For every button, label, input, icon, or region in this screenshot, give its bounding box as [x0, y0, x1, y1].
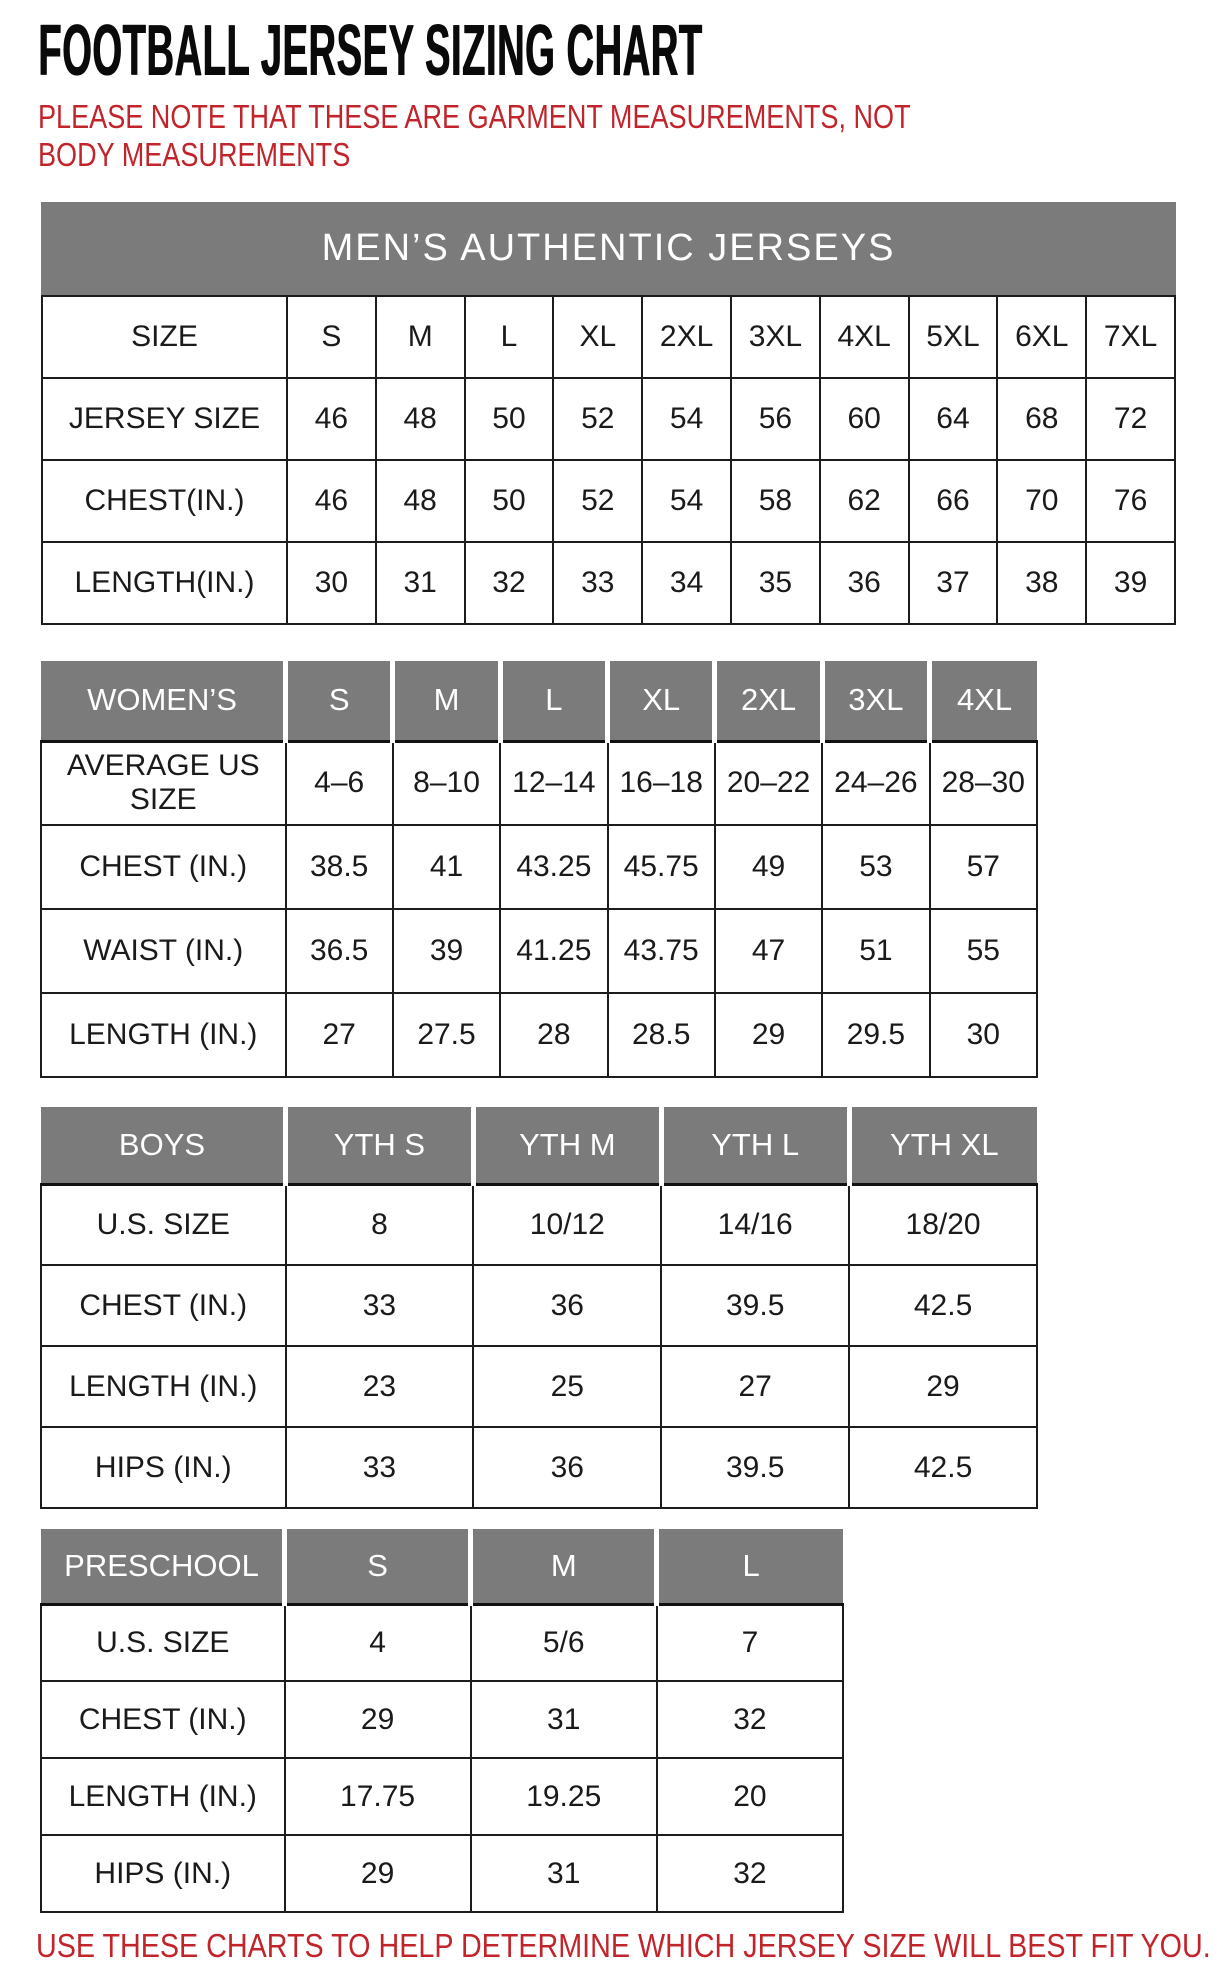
mens-value-cell: 3XL [731, 296, 820, 378]
mens-value-cell: 70 [997, 460, 1086, 542]
womens-table-row [41, 741, 1037, 825]
preschool-value-cell: 19.25 [471, 1758, 657, 1835]
preschool-table-row [41, 1681, 843, 1758]
womens-size-column-header: L [500, 661, 607, 741]
preschool-row-label: U.S. SIZE [41, 1604, 285, 1681]
garment-measurements-note-text: PLEASE NOTE THAT THESE ARE GARMENT MEASUREMENTS, NOT BODY MEASUREMENTS [38, 98, 911, 173]
mens-value-cell: 48 [376, 460, 465, 542]
boys-value-cell: 27 [661, 1346, 849, 1427]
page-title-text: FOOTBALL JERSEY SIZING CHART [38, 11, 703, 91]
mens-value-cell: 39 [1086, 542, 1175, 624]
womens-value-cell: 30 [930, 993, 1037, 1077]
mens-value-cell: 54 [642, 378, 731, 460]
mens-value-cell: 38 [997, 542, 1086, 624]
preschool-size-grid [40, 1529, 844, 1913]
footer-note-text: USE THESE CHARTS TO HELP DETERMINE WHICH JERSEY SIZE WILL BEST FIT YOU. [36, 1927, 1211, 1964]
mens-value-cell: 76 [1086, 460, 1175, 542]
mens-value-cell: 36 [820, 542, 909, 624]
boys-size-column-header: YTH L [661, 1107, 849, 1184]
womens-value-cell: 57 [930, 825, 1037, 909]
preschool-row-label: HIPS (IN.) [41, 1835, 285, 1912]
preschool-size-column-header: M [471, 1529, 657, 1604]
boys-row-label: HIPS (IN.) [41, 1427, 286, 1508]
mens-value-cell: 56 [731, 378, 820, 460]
mens-value-cell: 35 [731, 542, 820, 624]
womens-value-cell: 53 [822, 825, 929, 909]
garment-measurements-note [38, 98, 1178, 174]
mens-value-cell: 32 [465, 542, 554, 624]
mens-value-cell: 52 [553, 460, 642, 542]
womens-value-cell: 49 [715, 825, 822, 909]
preschool-sizing-table-section [40, 1529, 844, 1913]
womens-value-cell: 41 [393, 825, 500, 909]
mens-value-cell: 30 [287, 542, 376, 624]
mens-value-cell: 4XL [820, 296, 909, 378]
womens-value-cell: 55 [930, 909, 1037, 993]
mens-value-cell: 64 [909, 378, 998, 460]
preschool-row-label: LENGTH (IN.) [41, 1758, 285, 1835]
boys-size-column-header: YTH M [473, 1107, 661, 1184]
mens-table-row [42, 460, 1175, 542]
preschool-value-cell: 29 [285, 1681, 471, 1758]
preschool-value-cell: 20 [657, 1758, 843, 1835]
womens-value-cell: 43.75 [608, 909, 715, 993]
mens-row-label: CHEST(IN.) [42, 460, 287, 542]
preschool-table-title-cell: PRESCHOOL [41, 1529, 285, 1604]
preschool-size-column-header: S [285, 1529, 471, 1604]
womens-value-cell: 12–14 [500, 741, 607, 825]
womens-value-cell: 28.5 [608, 993, 715, 1077]
boys-table-row [41, 1427, 1037, 1508]
preschool-table-row [41, 1835, 843, 1912]
mens-value-cell: 5XL [909, 296, 998, 378]
womens-value-cell: 27.5 [393, 993, 500, 1077]
womens-size-column-header: 2XL [715, 661, 822, 741]
womens-sizing-table-section [40, 661, 1038, 1078]
womens-value-cell: 28 [500, 993, 607, 1077]
mens-value-cell: 54 [642, 460, 731, 542]
mens-value-cell: 31 [376, 542, 465, 624]
mens-table-row [42, 542, 1175, 624]
mens-row-label: LENGTH(IN.) [42, 542, 287, 624]
mens-sizing-table-section [41, 202, 1176, 625]
boys-table-row [41, 1184, 1037, 1265]
womens-row-label: WAIST (IN.) [41, 909, 286, 993]
womens-value-cell: 38.5 [286, 825, 393, 909]
mens-table-row [42, 296, 1175, 378]
boys-value-cell: 25 [473, 1346, 661, 1427]
boys-value-cell: 42.5 [849, 1427, 1037, 1508]
womens-value-cell: 51 [822, 909, 929, 993]
boys-value-cell: 39.5 [661, 1427, 849, 1508]
boys-value-cell: 36 [473, 1265, 661, 1346]
womens-table-title-cell: WOMEN’S [41, 661, 286, 741]
womens-value-cell: 28–30 [930, 741, 1037, 825]
page-title [38, 11, 1220, 91]
preschool-size-column-header: L [657, 1529, 843, 1604]
womens-value-cell: 27 [286, 993, 393, 1077]
preschool-value-cell: 5/6 [471, 1604, 657, 1681]
womens-value-cell: 36.5 [286, 909, 393, 993]
mens-value-cell: 60 [820, 378, 909, 460]
mens-value-cell: 62 [820, 460, 909, 542]
mens-size-grid [41, 295, 1176, 625]
boys-value-cell: 39.5 [661, 1265, 849, 1346]
mens-row-label: SIZE [42, 296, 287, 378]
preschool-table-row [41, 1758, 843, 1835]
mens-value-cell: 50 [465, 378, 554, 460]
womens-row-label: AVERAGE US SIZE [41, 741, 286, 825]
womens-size-column-header: 4XL [930, 661, 1037, 741]
boys-value-cell: 14/16 [661, 1184, 849, 1265]
preschool-value-cell: 32 [657, 1681, 843, 1758]
boys-value-cell: 42.5 [849, 1265, 1037, 1346]
preschool-value-cell: 7 [657, 1604, 843, 1681]
boys-table-row [41, 1265, 1037, 1346]
womens-value-cell: 39 [393, 909, 500, 993]
boys-row-label: LENGTH (IN.) [41, 1346, 286, 1427]
womens-row-label: CHEST (IN.) [41, 825, 286, 909]
womens-size-column-header: S [286, 661, 393, 741]
womens-value-cell: 24–26 [822, 741, 929, 825]
boys-value-cell: 10/12 [473, 1184, 661, 1265]
boys-row-label: CHEST (IN.) [41, 1265, 286, 1346]
preschool-value-cell: 4 [285, 1604, 471, 1681]
mens-value-cell: 66 [909, 460, 998, 542]
mens-value-cell: M [376, 296, 465, 378]
mens-value-cell: 37 [909, 542, 998, 624]
preschool-row-label: CHEST (IN.) [41, 1681, 285, 1758]
boys-row-label: U.S. SIZE [41, 1184, 286, 1265]
womens-size-grid [40, 661, 1038, 1078]
footer-note [36, 1927, 1220, 1967]
womens-value-cell: 29.5 [822, 993, 929, 1077]
womens-value-cell: 16–18 [608, 741, 715, 825]
womens-value-cell: 47 [715, 909, 822, 993]
preschool-table-row [41, 1604, 843, 1681]
boys-size-column-header: YTH XL [849, 1107, 1037, 1184]
mens-value-cell: 68 [997, 378, 1086, 460]
boys-table-row [41, 1346, 1037, 1427]
boys-sizing-table-section [40, 1107, 1038, 1509]
boys-size-column-header: YTH S [286, 1107, 474, 1184]
boys-size-grid [40, 1107, 1038, 1509]
mens-value-cell: 34 [642, 542, 731, 624]
mens-value-cell: 7XL [1086, 296, 1175, 378]
mens-value-cell: XL [553, 296, 642, 378]
womens-table-row [41, 993, 1037, 1077]
preschool-value-cell: 29 [285, 1835, 471, 1912]
preschool-value-cell: 32 [657, 1835, 843, 1912]
womens-size-column-header: 3XL [822, 661, 929, 741]
womens-value-cell: 29 [715, 993, 822, 1077]
womens-value-cell: 45.75 [608, 825, 715, 909]
mens-value-cell: 52 [553, 378, 642, 460]
mens-value-cell: 46 [287, 378, 376, 460]
mens-value-cell: 33 [553, 542, 642, 624]
womens-table-row [41, 825, 1037, 909]
boys-value-cell: 23 [286, 1346, 474, 1427]
womens-value-cell: 20–22 [715, 741, 822, 825]
mens-value-cell: 48 [376, 378, 465, 460]
boys-value-cell: 33 [286, 1427, 474, 1508]
mens-row-label: JERSEY SIZE [42, 378, 287, 460]
mens-table-banner: MEN’S AUTHENTIC JERSEYS [41, 202, 1176, 295]
womens-value-cell: 8–10 [393, 741, 500, 825]
womens-table-row [41, 909, 1037, 993]
boys-table-title-cell: BOYS [41, 1107, 286, 1184]
mens-value-cell: 6XL [997, 296, 1086, 378]
mens-table-row [42, 378, 1175, 460]
boys-value-cell: 33 [286, 1265, 474, 1346]
womens-value-cell: 4–6 [286, 741, 393, 825]
boys-value-cell: 18/20 [849, 1184, 1037, 1265]
mens-value-cell: 72 [1086, 378, 1175, 460]
boys-value-cell: 29 [849, 1346, 1037, 1427]
womens-value-cell: 43.25 [500, 825, 607, 909]
womens-size-column-header: M [393, 661, 500, 741]
womens-size-column-header: XL [608, 661, 715, 741]
womens-row-label: LENGTH (IN.) [41, 993, 286, 1077]
boys-value-cell: 8 [286, 1184, 474, 1265]
preschool-value-cell: 31 [471, 1835, 657, 1912]
boys-value-cell: 36 [473, 1427, 661, 1508]
preschool-value-cell: 31 [471, 1681, 657, 1758]
mens-value-cell: 50 [465, 460, 554, 542]
mens-value-cell: L [465, 296, 554, 378]
mens-value-cell: S [287, 296, 376, 378]
womens-value-cell: 41.25 [500, 909, 607, 993]
mens-value-cell: 58 [731, 460, 820, 542]
mens-value-cell: 46 [287, 460, 376, 542]
preschool-value-cell: 17.75 [285, 1758, 471, 1835]
mens-value-cell: 2XL [642, 296, 731, 378]
